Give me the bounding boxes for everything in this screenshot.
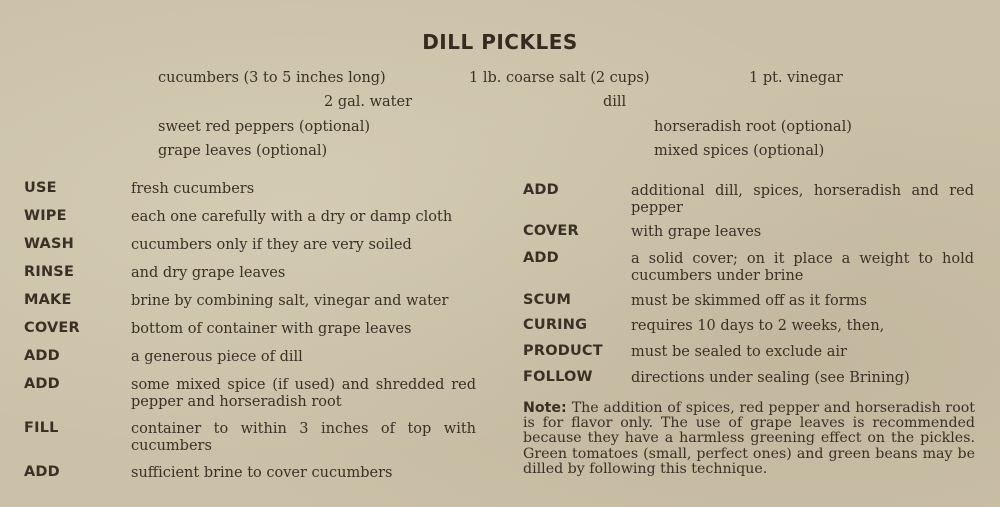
- step-verb: WIPE: [24, 208, 67, 224]
- step-left-4: [24, 264, 74, 280]
- recipe-title: DILL PICKLES: [422, 30, 578, 54]
- note-paragraph: [523, 401, 975, 477]
- step-text: must be sealed to exclude air: [631, 344, 847, 360]
- step-right-2: [523, 223, 579, 239]
- step-verb: WASH: [24, 236, 74, 252]
- step-right-4: [523, 292, 571, 308]
- ingredient-salt: 1 lb. coarse salt (2 cups): [469, 70, 650, 86]
- step-verb: PRODUCT: [523, 343, 603, 359]
- step-verb: RINSE: [24, 264, 75, 280]
- ingredient-dill: dill: [603, 94, 627, 110]
- step-text: must be skimmed off as it forms: [631, 293, 867, 309]
- step-text: and dry grape leaves: [131, 265, 286, 281]
- step-right-1: [523, 182, 559, 198]
- ingredient-red-peppers: sweet red peppers (optional): [158, 119, 370, 135]
- note-label: Note:: [523, 400, 567, 416]
- ingredient-grape-leaves: grape leaves (optional): [158, 143, 328, 159]
- step-left-5: [24, 292, 72, 308]
- step-verb: COVER: [523, 223, 579, 239]
- step-text: cucumbers only if they are very soiled: [131, 237, 412, 253]
- ingredient-water: 2 gal. water: [324, 94, 413, 110]
- step-left-2: [24, 208, 67, 224]
- step-text: each one carefully with a dry or damp cloth: [131, 209, 453, 225]
- step-text: additional dill, spices, horseradish and red pepper: [631, 183, 974, 216]
- step-text: requires 10 days to 2 weeks, then,: [631, 318, 885, 334]
- step-left-10: [24, 464, 60, 480]
- step-text: brine by combining salt, vinegar and water: [131, 293, 449, 309]
- step-verb: USE: [24, 180, 57, 196]
- step-verb: ADD: [523, 250, 559, 266]
- step-verb: FOLLOW: [523, 369, 593, 385]
- step-verb: MAKE: [24, 292, 72, 308]
- step-text: with grape leaves: [631, 224, 762, 240]
- step-left-1: [24, 180, 57, 196]
- step-left-7: [24, 348, 60, 364]
- step-verb: COVER: [24, 320, 80, 336]
- step-text: container to within 3 inches of top with cucumbers: [131, 421, 476, 454]
- step-text: some mixed spice (if used) and shredded red pepper and horseradish root: [131, 377, 476, 410]
- step-text: directions under sealing (see Brining): [631, 370, 910, 386]
- step-left-9: [24, 420, 59, 436]
- ingredient-mixed-spices: mixed spices (optional): [654, 143, 825, 159]
- step-text: sufficient brine to cover cucumbers: [131, 465, 393, 481]
- step-text: fresh cucumbers: [131, 181, 255, 197]
- step-right-7: [523, 369, 593, 385]
- step-text: a solid cover; on it place a weight to hold cucumbers under brine: [631, 251, 974, 284]
- step-verb: SCUM: [523, 292, 572, 308]
- ingredient-vinegar: 1 pt. vinegar: [749, 70, 843, 86]
- step-left-3: [24, 236, 74, 252]
- step-right-5: [523, 317, 587, 333]
- ingredient-horseradish: horseradish root (optional): [654, 119, 852, 135]
- step-text: a generous piece of dill: [131, 349, 303, 365]
- step-verb: ADD: [523, 182, 559, 198]
- step-verb: ADD: [24, 376, 60, 392]
- step-left-6: [24, 320, 80, 336]
- step-right-3: [523, 250, 559, 266]
- step-verb: ADD: [24, 348, 60, 364]
- step-verb: ADD: [24, 464, 60, 480]
- step-verb: CURING: [523, 317, 588, 333]
- step-verb: FILL: [24, 420, 59, 436]
- ingredient-cucumbers: cucumbers (3 to 5 inches long): [158, 70, 386, 86]
- step-right-6: [523, 343, 603, 359]
- step-text: bottom of container with grape leaves: [131, 321, 412, 337]
- step-left-8: [24, 376, 60, 392]
- note-text: The addition of spices, red pepper and horseradish root is for flavor only. The use of grape leaves is recommended because they have a harmless greening effect on the pickles. Green tomatoes (small, perfect ones) and green beans may be dilled by following this technique.: [523, 400, 975, 477]
